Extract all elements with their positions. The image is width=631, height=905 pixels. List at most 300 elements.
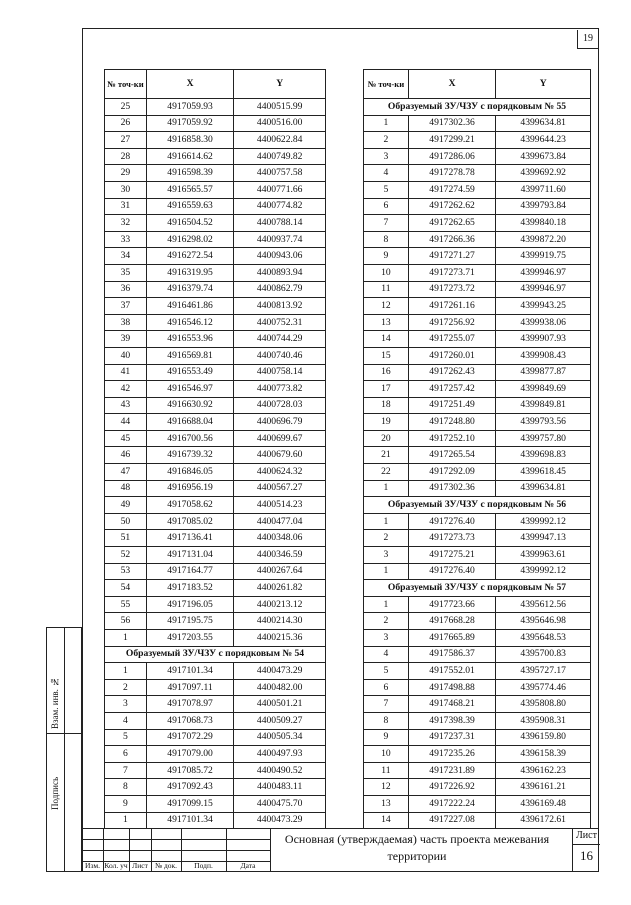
y-cell: 4400893.94 xyxy=(234,264,326,281)
y-cell: 4400788.14 xyxy=(234,215,326,232)
table-row xyxy=(364,795,591,812)
x-cell: 4916569.81 xyxy=(146,347,234,364)
x-cell: 4917136.41 xyxy=(146,530,234,547)
x-cell: 4916272.54 xyxy=(146,248,234,265)
point-number-cell: 37 xyxy=(105,298,147,315)
table-row xyxy=(105,198,326,215)
x-cell: 4917262.65 xyxy=(408,215,496,232)
table-row xyxy=(105,115,326,132)
side-stamp xyxy=(46,627,82,872)
table-row xyxy=(105,148,326,165)
point-number-cell: 31 xyxy=(105,198,147,215)
y-cell: 4400740.46 xyxy=(234,347,326,364)
x-cell: 4917203.55 xyxy=(146,630,234,647)
table-row xyxy=(105,497,326,514)
x-cell: 4917273.73 xyxy=(408,530,496,547)
table-row xyxy=(364,563,591,580)
table-row xyxy=(105,563,326,580)
y-cell: 4400215.36 xyxy=(234,630,326,647)
x-cell: 4917723.66 xyxy=(408,596,496,613)
table-row xyxy=(364,696,591,713)
x-cell: 4917256.92 xyxy=(408,314,496,331)
table-row xyxy=(105,746,326,763)
table-row xyxy=(364,663,591,680)
table-row xyxy=(105,231,326,248)
x-cell: 4916956.19 xyxy=(146,480,234,497)
table-row xyxy=(105,281,326,298)
x-cell: 4917078.97 xyxy=(146,696,234,713)
x-cell: 4916504.52 xyxy=(146,215,234,232)
point-number-cell: 11 xyxy=(364,762,409,779)
y-cell: 4400490.52 xyxy=(234,762,326,779)
section-title: Образуемый ЗУ/ЧЗУ с порядковым № 54 xyxy=(105,646,326,663)
point-number-cell: 41 xyxy=(105,364,147,381)
table-row xyxy=(105,414,326,431)
x-cell: 4917274.59 xyxy=(408,181,496,198)
table-row xyxy=(105,812,326,829)
table-row xyxy=(364,298,591,315)
x-cell: 4917227.08 xyxy=(408,812,496,829)
x-cell: 4917273.71 xyxy=(408,264,496,281)
col-data: Дата xyxy=(240,861,256,870)
point-number-cell: 38 xyxy=(105,314,147,331)
table-row xyxy=(105,132,326,149)
point-number-cell: 3 xyxy=(364,148,409,165)
point-number-cell: 8 xyxy=(364,712,409,729)
col-podp: Подп. xyxy=(194,861,213,870)
y-cell: 4400757.58 xyxy=(234,165,326,182)
x-cell: 4916546.97 xyxy=(146,381,234,398)
point-number-cell: 29 xyxy=(105,165,147,182)
x-cell: 4917097.11 xyxy=(146,679,234,696)
table-row xyxy=(364,430,591,447)
x-cell: 4917273.72 xyxy=(408,281,496,298)
x-cell: 4917302.36 xyxy=(408,115,496,132)
point-number-cell: 2 xyxy=(364,132,409,149)
point-number-cell: 26 xyxy=(105,115,147,132)
point-number-cell: 25 xyxy=(105,99,147,116)
point-number-cell: 13 xyxy=(364,795,409,812)
table-row xyxy=(105,530,326,547)
y-cell: 4399992.12 xyxy=(496,563,591,580)
point-number-cell: 5 xyxy=(364,181,409,198)
y-cell: 4400699.67 xyxy=(234,430,326,447)
table-row xyxy=(105,364,326,381)
x-cell: 4917260.01 xyxy=(408,347,496,364)
table-row xyxy=(364,746,591,763)
point-number-cell: 10 xyxy=(364,264,409,281)
x-cell: 4917235.26 xyxy=(408,746,496,763)
col-doc-num: № док. xyxy=(154,861,178,870)
y-cell: 4400696.79 xyxy=(234,414,326,431)
x-cell: 4917072.29 xyxy=(146,729,234,746)
x-cell: 4916379.74 xyxy=(146,281,234,298)
y-cell: 4400744.29 xyxy=(234,331,326,348)
y-cell: 4399943.25 xyxy=(496,298,591,315)
y-cell: 4399877.87 xyxy=(496,364,591,381)
y-cell: 4400505.34 xyxy=(234,729,326,746)
y-cell: 4400624.32 xyxy=(234,464,326,481)
sheet-number: 16 xyxy=(580,848,593,863)
point-number-cell: 53 xyxy=(105,563,147,580)
point-number-cell: 27 xyxy=(105,132,147,149)
table-row xyxy=(105,314,326,331)
y-cell: 4399992.12 xyxy=(496,513,591,530)
x-cell: 4917237.31 xyxy=(408,729,496,746)
table-row xyxy=(364,264,591,281)
y-cell: 4400348.06 xyxy=(234,530,326,547)
point-number-cell: 32 xyxy=(105,215,147,232)
table-row xyxy=(364,630,591,647)
y-cell: 4399698.83 xyxy=(496,447,591,464)
y-cell: 4395808.80 xyxy=(496,696,591,713)
table-row xyxy=(105,696,326,713)
table-row xyxy=(364,148,591,165)
table-row xyxy=(364,779,591,796)
x-cell: 4916546.12 xyxy=(146,314,234,331)
table-row xyxy=(364,646,591,663)
x-cell: 4917059.92 xyxy=(146,115,234,132)
table-row xyxy=(364,215,591,232)
y-cell: 4396162.23 xyxy=(496,762,591,779)
table-row xyxy=(105,480,326,497)
point-number-cell: 16 xyxy=(364,364,409,381)
x-cell: 4916461.86 xyxy=(146,298,234,315)
y-cell: 4400213.12 xyxy=(234,596,326,613)
point-number-cell: 14 xyxy=(364,812,409,829)
vzam-label: Взам. инв. № xyxy=(50,676,60,729)
section-title: Образуемый ЗУ/ЧЗУ с порядковым № 56 xyxy=(364,497,591,514)
point-number-cell: 39 xyxy=(105,331,147,348)
y-cell: 4400813.92 xyxy=(234,298,326,315)
table-body-left xyxy=(105,99,326,829)
y-cell: 4400679.60 xyxy=(234,447,326,464)
table-row xyxy=(105,679,326,696)
x-cell: 4917248.80 xyxy=(408,414,496,431)
y-cell: 4399907.93 xyxy=(496,331,591,348)
table-row xyxy=(105,447,326,464)
table-row xyxy=(105,547,326,564)
header-point-number: № точ-ки xyxy=(364,70,409,99)
y-cell: 4399793.56 xyxy=(496,414,591,431)
col-list: Лист xyxy=(132,861,148,870)
y-cell: 4399946.97 xyxy=(496,281,591,298)
y-cell: 4400774.82 xyxy=(234,198,326,215)
table-row xyxy=(105,513,326,530)
point-number-cell: 35 xyxy=(105,264,147,281)
x-cell: 4917059.93 xyxy=(146,99,234,116)
table-row xyxy=(105,596,326,613)
point-number-cell: 4 xyxy=(364,646,409,663)
y-cell: 4395727.17 xyxy=(496,663,591,680)
col-kol-uch: Кол. уч xyxy=(104,861,128,870)
y-cell: 4400214.30 xyxy=(234,613,326,630)
y-cell: 4400567.27 xyxy=(234,480,326,497)
x-cell: 4916553.96 xyxy=(146,331,234,348)
point-number-cell: 51 xyxy=(105,530,147,547)
coordinates-table-right xyxy=(363,69,591,829)
point-number-cell: 30 xyxy=(105,181,147,198)
x-cell: 4917164.77 xyxy=(146,563,234,580)
x-cell: 4916858.30 xyxy=(146,132,234,149)
table-row xyxy=(364,364,591,381)
coordinates-table-left xyxy=(104,69,326,829)
y-cell: 4400509.27 xyxy=(234,712,326,729)
y-cell: 4400622.84 xyxy=(234,132,326,149)
y-cell: 4400516.00 xyxy=(234,115,326,132)
x-cell: 4916319.95 xyxy=(146,264,234,281)
y-cell: 4400473.29 xyxy=(234,812,326,829)
document-title: Основная (утверждаемая) часть проекта межевания территории xyxy=(284,832,550,863)
y-cell: 4400862.79 xyxy=(234,281,326,298)
y-cell: 4399711.60 xyxy=(496,181,591,198)
point-number-cell: 14 xyxy=(364,331,409,348)
point-number-cell: 28 xyxy=(105,148,147,165)
point-number-cell: 3 xyxy=(364,547,409,564)
x-cell: 4916739.32 xyxy=(146,447,234,464)
x-cell: 4917099.15 xyxy=(146,795,234,812)
y-cell: 4399908.43 xyxy=(496,347,591,364)
x-cell: 4916700.56 xyxy=(146,430,234,447)
point-number-cell: 42 xyxy=(105,381,147,398)
table-row xyxy=(364,397,591,414)
table-row xyxy=(364,115,591,132)
sheet-box xyxy=(572,828,600,872)
point-number-cell: 17 xyxy=(364,381,409,398)
x-cell: 4917265.54 xyxy=(408,447,496,464)
x-cell: 4917195.75 xyxy=(146,613,234,630)
x-cell: 4916630.92 xyxy=(146,397,234,414)
point-number-cell: 6 xyxy=(364,198,409,215)
y-cell: 4395774.46 xyxy=(496,679,591,696)
y-cell: 4399946.97 xyxy=(496,264,591,281)
x-cell: 4917292.09 xyxy=(408,464,496,481)
x-cell: 4917255.07 xyxy=(408,331,496,348)
x-cell: 4917231.89 xyxy=(408,762,496,779)
point-number-cell: 3 xyxy=(364,630,409,647)
x-cell: 4916298.02 xyxy=(146,231,234,248)
table-row xyxy=(105,663,326,680)
point-number-cell: 50 xyxy=(105,513,147,530)
table-row xyxy=(364,464,591,481)
table-row xyxy=(105,613,326,630)
point-number-cell: 33 xyxy=(105,231,147,248)
podpis-label: Подпись xyxy=(50,776,60,810)
y-cell: 4400473.29 xyxy=(234,663,326,680)
point-number-cell: 5 xyxy=(105,729,147,746)
point-number-cell: 7 xyxy=(105,762,147,779)
point-number-cell: 10 xyxy=(364,746,409,763)
y-cell: 4399947.13 xyxy=(496,530,591,547)
x-cell: 4917257.42 xyxy=(408,381,496,398)
y-cell: 4399849.81 xyxy=(496,397,591,414)
x-cell: 4917085.72 xyxy=(146,762,234,779)
point-number-cell: 40 xyxy=(105,347,147,364)
table-row xyxy=(364,132,591,149)
table-row xyxy=(105,181,326,198)
y-cell: 4400749.82 xyxy=(234,148,326,165)
point-number-cell: 2 xyxy=(364,530,409,547)
table-row xyxy=(364,281,591,298)
title-block xyxy=(82,828,599,872)
point-number-cell: 1 xyxy=(364,596,409,613)
point-number-cell: 34 xyxy=(105,248,147,265)
table-row xyxy=(364,198,591,215)
x-cell: 4916846.05 xyxy=(146,464,234,481)
x-cell: 4916614.62 xyxy=(146,148,234,165)
table-row xyxy=(364,613,591,630)
point-number-cell: 13 xyxy=(364,314,409,331)
x-cell: 4917665.89 xyxy=(408,630,496,647)
table-row xyxy=(105,630,326,647)
table-row xyxy=(364,513,591,530)
x-cell: 4917222.24 xyxy=(408,795,496,812)
y-cell: 4396161.21 xyxy=(496,779,591,796)
x-cell: 4917552.01 xyxy=(408,663,496,680)
section-header-row xyxy=(364,497,591,514)
table-row xyxy=(364,812,591,829)
section-header-row xyxy=(364,580,591,597)
x-cell: 4917286.06 xyxy=(408,148,496,165)
point-number-cell: 12 xyxy=(364,298,409,315)
table-body-right xyxy=(364,99,591,829)
table-row xyxy=(364,447,591,464)
point-number-cell: 11 xyxy=(364,281,409,298)
x-cell: 4917275.21 xyxy=(408,547,496,564)
table-row xyxy=(364,181,591,198)
y-cell: 4396169.48 xyxy=(496,795,591,812)
point-number-cell: 45 xyxy=(105,430,147,447)
y-cell: 4400477.04 xyxy=(234,513,326,530)
y-cell: 4399840.18 xyxy=(496,215,591,232)
header-x: X xyxy=(146,70,234,99)
y-cell: 4399634.81 xyxy=(496,480,591,497)
point-number-cell: 1 xyxy=(105,630,147,647)
point-number-cell: 46 xyxy=(105,447,147,464)
y-cell: 4399963.61 xyxy=(496,547,591,564)
section-title: Образуемый ЗУ/ЧЗУ с порядковым № 55 xyxy=(364,99,591,116)
y-cell: 4395700.83 xyxy=(496,646,591,663)
y-cell: 4395908.31 xyxy=(496,712,591,729)
x-cell: 4917131.04 xyxy=(146,547,234,564)
x-cell: 4917092.43 xyxy=(146,779,234,796)
table-row xyxy=(105,795,326,812)
point-number-cell: 56 xyxy=(105,613,147,630)
x-cell: 4916565.57 xyxy=(146,181,234,198)
table-row xyxy=(105,580,326,597)
table-row xyxy=(105,762,326,779)
table-row xyxy=(364,480,591,497)
header-y: Y xyxy=(496,70,591,99)
x-cell: 4917183.52 xyxy=(146,580,234,597)
x-cell: 4917252.10 xyxy=(408,430,496,447)
x-cell: 4917196.05 xyxy=(146,596,234,613)
table-row xyxy=(105,729,326,746)
y-cell: 4400758.14 xyxy=(234,364,326,381)
point-number-cell: 6 xyxy=(105,746,147,763)
point-number-cell: 15 xyxy=(364,347,409,364)
x-cell: 4916559.63 xyxy=(146,198,234,215)
y-cell: 4400261.82 xyxy=(234,580,326,597)
table-row xyxy=(105,215,326,232)
point-number-cell: 52 xyxy=(105,547,147,564)
y-cell: 4399644.23 xyxy=(496,132,591,149)
point-number-cell: 22 xyxy=(364,464,409,481)
y-cell: 4400475.70 xyxy=(234,795,326,812)
x-cell: 4917276.40 xyxy=(408,563,496,580)
y-cell: 4400937.74 xyxy=(234,231,326,248)
y-cell: 4399872.20 xyxy=(496,231,591,248)
x-cell: 4917101.34 xyxy=(146,812,234,829)
x-cell: 4917068.73 xyxy=(146,712,234,729)
table-row xyxy=(364,712,591,729)
x-cell: 4916688.04 xyxy=(146,414,234,431)
table-row xyxy=(364,679,591,696)
y-cell: 4395646.98 xyxy=(496,613,591,630)
point-number-cell: 21 xyxy=(364,447,409,464)
point-number-cell: 6 xyxy=(364,679,409,696)
y-cell: 4395612.56 xyxy=(496,596,591,613)
y-cell: 4400483.11 xyxy=(234,779,326,796)
table-row xyxy=(364,314,591,331)
x-cell: 4917271.27 xyxy=(408,248,496,265)
header-y: Y xyxy=(234,70,326,99)
y-cell: 4399938.06 xyxy=(496,314,591,331)
point-number-cell: 4 xyxy=(364,165,409,182)
section-header-row xyxy=(364,99,591,116)
x-cell: 4917668.28 xyxy=(408,613,496,630)
y-cell: 4400752.31 xyxy=(234,314,326,331)
y-cell: 4400267.64 xyxy=(234,563,326,580)
table-row xyxy=(105,464,326,481)
table-row xyxy=(364,729,591,746)
x-cell: 4917085.02 xyxy=(146,513,234,530)
point-number-cell: 5 xyxy=(364,663,409,680)
table-row xyxy=(105,381,326,398)
x-cell: 4917251.49 xyxy=(408,397,496,414)
point-number-cell: 48 xyxy=(105,480,147,497)
x-cell: 4917468.21 xyxy=(408,696,496,713)
x-cell: 4917101.34 xyxy=(146,663,234,680)
table-row xyxy=(364,231,591,248)
header-point-number: № точ-ки xyxy=(105,70,147,99)
x-cell: 4916598.39 xyxy=(146,165,234,182)
point-number-cell: 12 xyxy=(364,779,409,796)
point-number-cell: 2 xyxy=(105,679,147,696)
y-cell: 4399793.84 xyxy=(496,198,591,215)
table-row xyxy=(105,712,326,729)
table-row xyxy=(364,331,591,348)
sheet-label: Лист xyxy=(576,830,597,841)
point-number-cell: 9 xyxy=(105,795,147,812)
point-number-cell: 20 xyxy=(364,430,409,447)
table-row xyxy=(105,264,326,281)
y-cell: 4400514.23 xyxy=(234,497,326,514)
x-cell: 4917261.16 xyxy=(408,298,496,315)
point-number-cell: 1 xyxy=(364,513,409,530)
col-izm: Изм. xyxy=(85,861,100,870)
y-cell: 4399919.75 xyxy=(496,248,591,265)
point-number-cell: 19 xyxy=(364,414,409,431)
y-cell: 4399618.45 xyxy=(496,464,591,481)
point-number-cell: 1 xyxy=(364,563,409,580)
table-row xyxy=(105,99,326,116)
y-cell: 4399757.80 xyxy=(496,430,591,447)
x-cell: 4917262.43 xyxy=(408,364,496,381)
point-number-cell: 47 xyxy=(105,464,147,481)
point-number-cell: 4 xyxy=(105,712,147,729)
point-number-cell: 54 xyxy=(105,580,147,597)
